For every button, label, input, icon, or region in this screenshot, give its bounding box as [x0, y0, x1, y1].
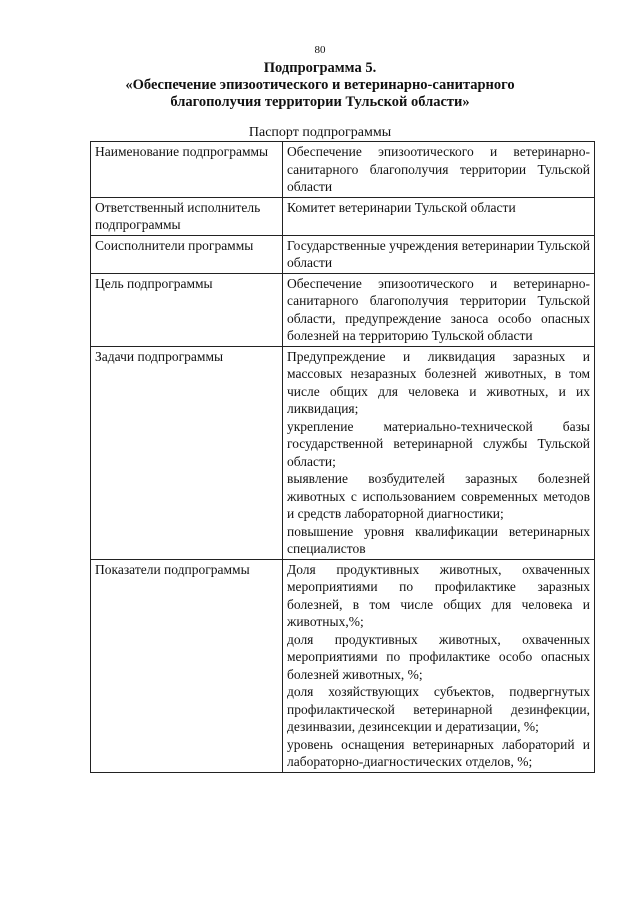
passport-row	[91, 235, 595, 273]
row-value-line: Комитет ветеринарии Тульской области	[287, 199, 516, 215]
passport-title: Паспорт подпрограммы	[248, 125, 392, 140]
passport-row	[91, 559, 595, 772]
row-label: Задачи подпрограммы	[91, 346, 283, 559]
passport-row	[91, 197, 595, 235]
row-value-line: уровень оснащения ветеринарных лабораторий и лабораторно-диагностических отделов, %;	[287, 736, 590, 769]
row-value-line: Предупреждение и ликвидация заразных и массовых незаразных болезней животных, в том числе общих для человека и животных, и их ликвидация;	[287, 348, 590, 416]
row-value-line: выявление возбудителей заразных болезней животных с использованием современных методов и средств лабораторной диагностики;	[287, 471, 590, 521]
row-value-line: Обеспечение эпизоотического и ветеринарно-санитарного благополучия территории Тульской области	[287, 144, 590, 194]
row-value	[283, 559, 595, 772]
heading-line-2: «Обеспечение эпизоотического и ветеринарно-санитарного	[125, 77, 515, 93]
row-label: Наименование подпрограммы	[91, 142, 283, 198]
passport-row	[91, 142, 595, 198]
row-label: Ответственный исполнитель подпрограммы	[91, 197, 283, 235]
row-value-line: Обеспечение эпизоотического и ветеринарно-санитарного благополучия территории Тульской области, предупреждение заноса особо опасных болезней на территорию Тульской области	[287, 275, 590, 343]
row-label: Показатели подпрограммы	[91, 559, 283, 772]
row-value-line: доля продуктивных животных, охваченных мероприятиями по профилактике особо опасных болезней животных, %;	[287, 631, 590, 682]
row-value-line: повышение уровня квалификации ветеринарных специалистов	[287, 523, 590, 556]
passport-row	[91, 346, 595, 559]
row-label: Соисполнители программы	[91, 235, 283, 273]
row-value-line: Доля продуктивных животных, охваченных мероприятиями по профилактике заразных болезней, в том числе общих для человека и животных,%;	[287, 561, 590, 629]
heading-line-1: Подпрограмма 5.	[263, 60, 377, 76]
subprogram-heading	[0, 60, 640, 111]
passport-table-body	[91, 142, 595, 773]
row-value	[283, 197, 595, 235]
row-value	[283, 346, 595, 559]
heading-line-3: благополучия территории Тульской области»	[170, 94, 470, 110]
row-value	[283, 142, 595, 198]
row-value-line: доля хозяйствующих субъектов, подвергнутых профилактической ветеринарной дезинфекции, дезинвазии, дезинсекции и дератизации, %;	[287, 684, 590, 734]
row-value	[283, 273, 595, 346]
passport-table	[90, 141, 595, 773]
passport-row	[91, 273, 595, 346]
row-value-line: укрепление материально-технической базы государственной ветеринарной службы Тульской области;	[287, 418, 590, 469]
row-label: Цель подпрограммы	[91, 273, 283, 346]
page-number: 80	[314, 44, 326, 56]
row-value	[283, 235, 595, 273]
row-value-line: Государственные учреждения ветеринарии Тульской области	[287, 237, 591, 270]
